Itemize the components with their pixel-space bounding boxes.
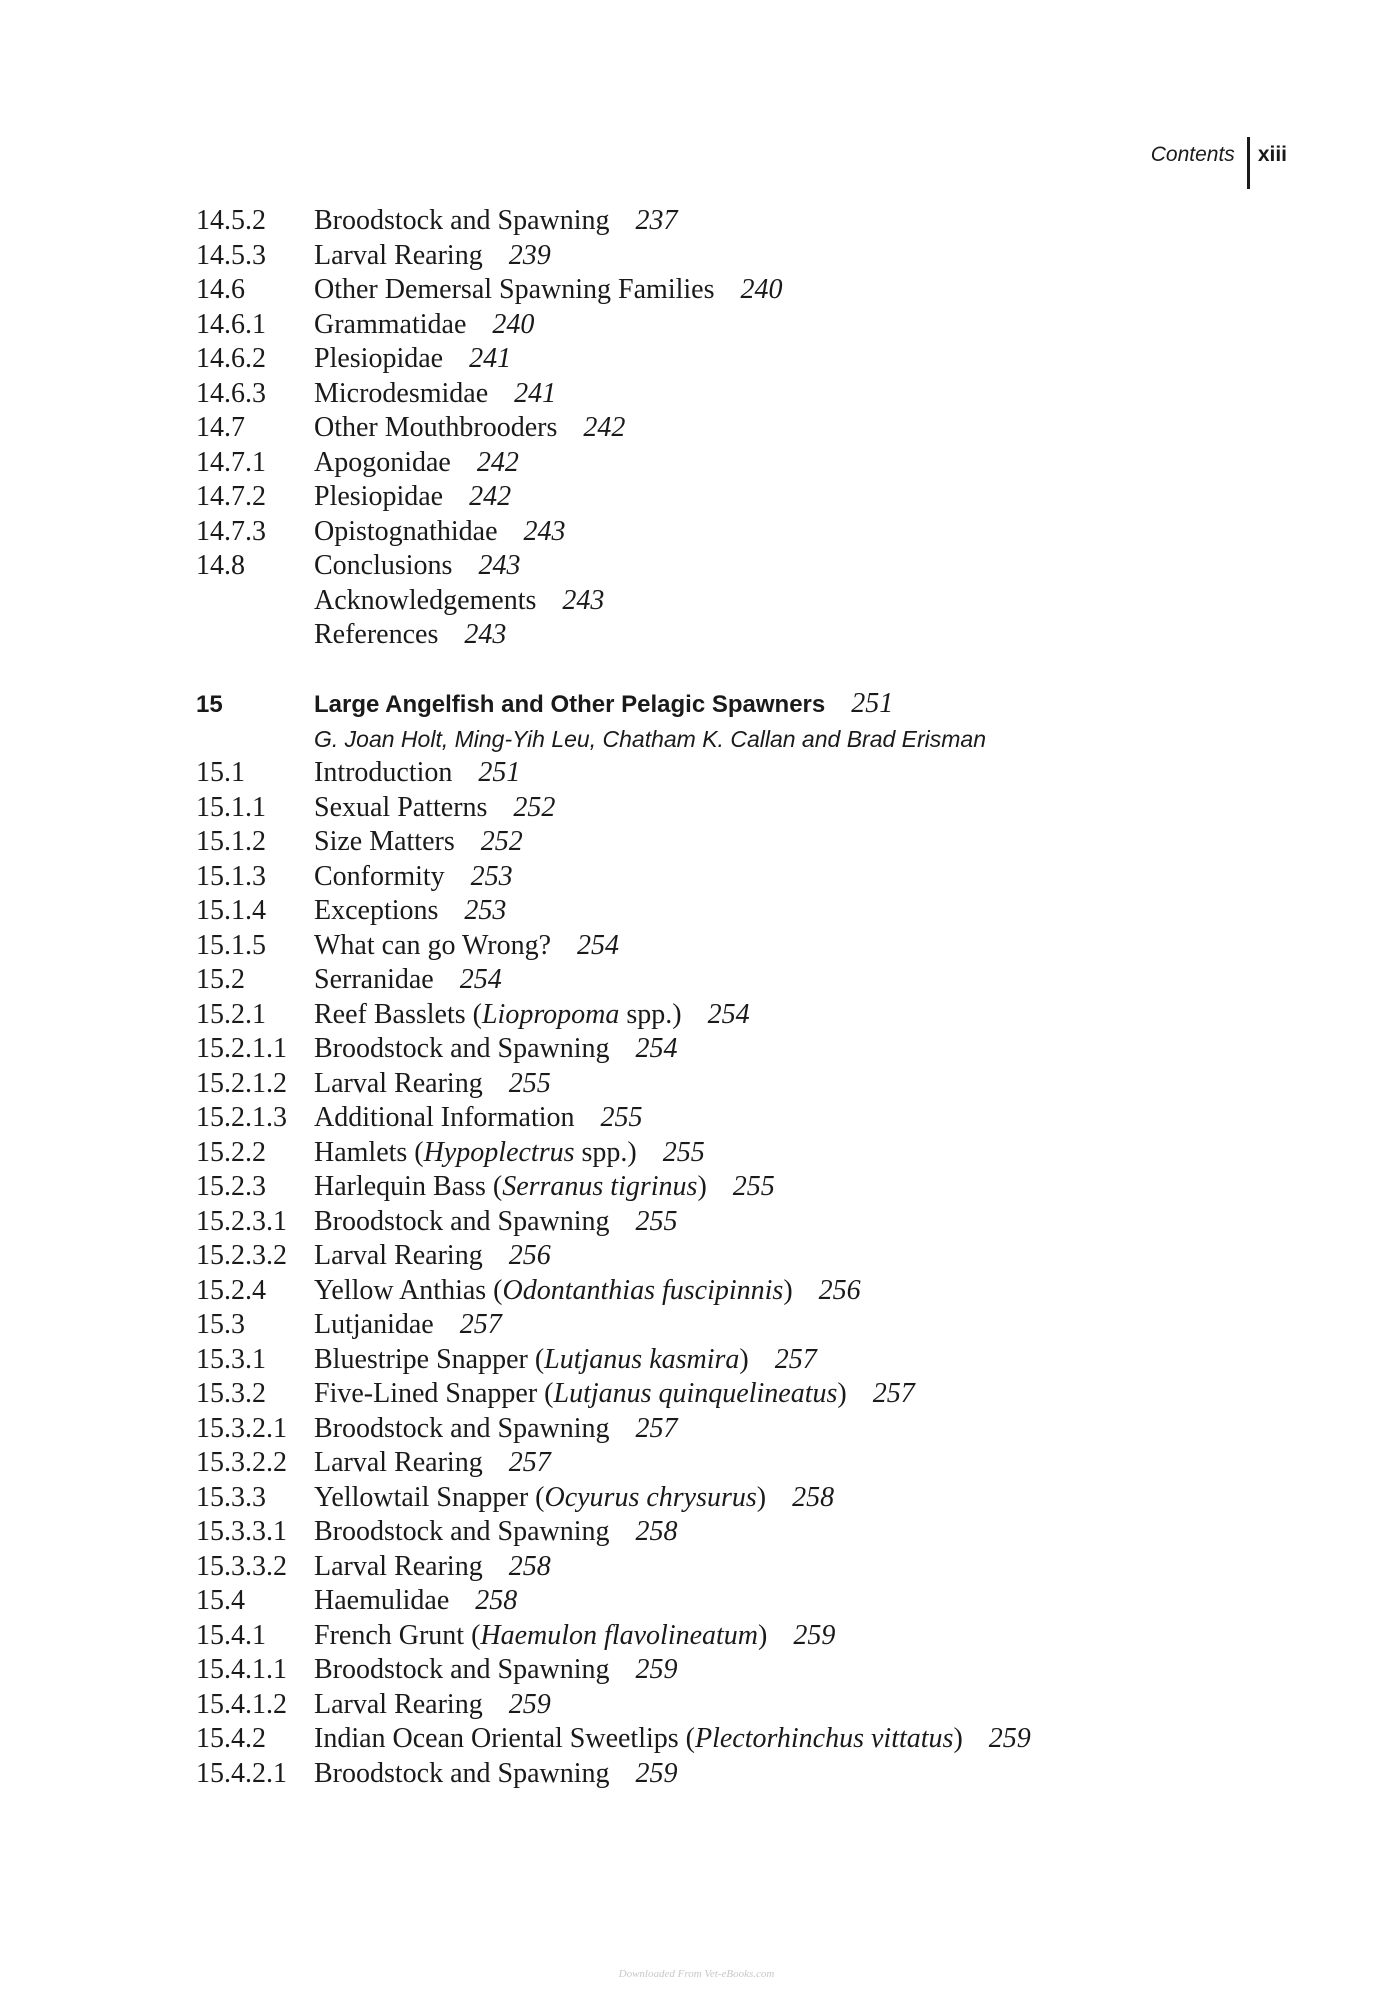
entry-page: 258	[792, 1481, 835, 1513]
entry-title-text: Larval Rearing	[314, 1067, 483, 1099]
entry-page: 243	[478, 550, 521, 581]
watermark-footer: Downloaded From Vet-eBooks.com	[618, 1968, 775, 1980]
toc-entry[interactable]	[196, 860, 1196, 895]
entry-title-text: spp.)	[574, 1136, 637, 1168]
toc-entry[interactable]	[196, 549, 1196, 584]
toc-entry[interactable]	[196, 1688, 1196, 1723]
toc-section-14-entries	[196, 204, 1196, 653]
entry-title-italic: Lutjanus kasmira	[544, 1343, 740, 1375]
entry-title-text: Opistognathidae	[314, 515, 498, 547]
entry-number: 14.6.3	[196, 377, 266, 409]
entry-title	[314, 1343, 817, 1378]
entry-title-text: )	[837, 1378, 847, 1409]
toc-entry[interactable]	[196, 618, 1196, 653]
entry-page: 259	[988, 1723, 1031, 1754]
toc-entry[interactable]	[196, 1274, 1196, 1309]
toc-entry[interactable]	[196, 1101, 1196, 1136]
entry-title	[314, 515, 566, 550]
entry-number: 15.2.1	[196, 998, 266, 1030]
entry-title-text: Broodstock and Spawning	[314, 1205, 610, 1237]
page-number: xiii	[1257, 143, 1287, 166]
entry-number: 14.7.3	[196, 515, 266, 547]
entry-page: 243	[523, 515, 566, 547]
entry-page: 253	[464, 895, 507, 926]
entry-number: 15.4.1.2	[196, 1688, 287, 1720]
entry-number: 14.6.1	[196, 308, 266, 340]
chapter-number: 15	[196, 691, 223, 718]
toc-entry[interactable]	[196, 584, 1196, 619]
toc-entry[interactable]	[196, 1032, 1196, 1067]
toc-entry[interactable]	[196, 929, 1196, 964]
toc-entry[interactable]	[196, 308, 1196, 343]
entry-number: 15.1.1	[196, 791, 266, 823]
entry-title-text: Other Demersal Spawning Families	[314, 274, 715, 305]
entry-title-text: Larval Rearing	[314, 1240, 483, 1271]
chapter-authors: G. Joan Holt, Ming-Yih Leu, Chatham K. Callan and Brad Erisman	[314, 725, 987, 752]
entry-number: 14.5.2	[196, 205, 266, 236]
entry-number: 14.6.2	[196, 343, 266, 374]
entry-title	[314, 204, 678, 239]
entry-page: 254	[707, 998, 750, 1030]
entry-number: 15.3.2	[196, 1378, 266, 1409]
entry-title-text: Broodstock and Spawning	[314, 1654, 610, 1685]
table-of-contents	[196, 204, 1196, 1791]
entry-title-text: Haemulidae	[314, 1585, 450, 1616]
entry-title	[314, 549, 520, 584]
toc-entry[interactable]	[196, 1653, 1196, 1688]
entry-title	[314, 894, 506, 929]
entry-number: 15.3.2.1	[196, 1412, 287, 1444]
entry-title	[314, 825, 523, 860]
entry-page: 253	[470, 860, 513, 892]
entry-title-text: Serranidae	[314, 964, 434, 995]
entry-title-text: Sexual Patterns	[314, 791, 488, 823]
entry-page: 259	[793, 1619, 836, 1651]
entry-title-text: References	[314, 619, 439, 650]
entry-page: 241	[469, 343, 512, 374]
entry-page: 256	[508, 1240, 551, 1271]
toc-entry[interactable]	[196, 204, 1196, 239]
running-head-label: Contents	[1150, 143, 1235, 166]
entry-title-text: Broodstock and Spawning	[314, 1757, 610, 1789]
entry-title-italic: Hypoplectrus	[423, 1136, 575, 1168]
entry-title-text: Bluestripe Snapper (	[314, 1343, 545, 1375]
entry-title-text: Yellow Anthias (	[314, 1274, 503, 1306]
entry-number: 15.3	[196, 1309, 245, 1340]
entry-title-text: Reef Basslets (	[314, 998, 482, 1030]
entry-title-text: )	[697, 1171, 707, 1202]
entry-title-text: )	[953, 1723, 963, 1754]
entry-title-text: Microdesmidae	[314, 377, 489, 409]
running-head	[1151, 137, 1287, 189]
entry-title	[314, 1308, 502, 1343]
entry-title-text: Acknowledgements	[314, 584, 537, 616]
entry-page: 242	[476, 446, 519, 478]
toc-entry[interactable]	[196, 377, 1196, 412]
entry-title	[314, 791, 555, 826]
entry-title	[314, 239, 551, 274]
entry-number: 14.5.3	[196, 239, 266, 271]
entry-page: 258	[508, 1550, 551, 1582]
entry-title	[314, 1722, 1031, 1757]
entry-page: 252	[480, 826, 523, 857]
entry-title-italic: Odontanthias fuscipinnis	[502, 1274, 784, 1306]
entry-title-text: Exceptions	[314, 895, 439, 926]
entry-number: 14.7	[196, 412, 245, 443]
section-gap	[196, 653, 1196, 688]
entry-title	[314, 377, 556, 412]
entry-title	[314, 1688, 551, 1723]
entry-page: 257	[508, 1447, 551, 1478]
entry-number: 15.3.2.2	[196, 1447, 287, 1478]
entry-title	[314, 963, 502, 998]
entry-number: 15.1	[196, 757, 245, 788]
entry-title	[314, 1067, 551, 1102]
entry-title-italic: Liopropoma	[481, 998, 620, 1030]
toc-entry[interactable]	[196, 239, 1196, 274]
toc-entry[interactable]	[196, 480, 1196, 515]
entry-title-text: Larval Rearing	[314, 239, 483, 271]
entry-number: 15.2.1.2	[196, 1067, 287, 1099]
entry-title	[314, 411, 625, 446]
entry-title-italic: Serranus tigrinus	[502, 1171, 698, 1202]
toc-entry[interactable]	[196, 1343, 1196, 1378]
entry-title	[314, 1412, 678, 1447]
toc-entry[interactable]	[196, 273, 1196, 308]
entry-page: 254	[577, 929, 620, 961]
toc-entry[interactable]	[196, 1170, 1196, 1205]
entry-title-text: Plesiopidae	[314, 481, 444, 512]
chapter-page: 251	[851, 688, 894, 719]
entry-number: 15.2.3.1	[196, 1205, 287, 1237]
entry-page: 259	[635, 1654, 678, 1685]
toc-entry[interactable]	[196, 1136, 1196, 1171]
toc-entry[interactable]	[196, 446, 1196, 481]
entry-title-text: )	[739, 1343, 749, 1375]
entry-title-text: Larval Rearing	[314, 1550, 483, 1582]
toc-entry[interactable]	[196, 1619, 1196, 1654]
entry-number: 15.3.1	[196, 1343, 266, 1375]
entry-number: 15.2.1.1	[196, 1033, 287, 1064]
entry-number: 15.2.3.2	[196, 1240, 287, 1271]
entry-title-text: Harlequin Bass (	[314, 1171, 503, 1202]
entry-page: 252	[513, 791, 556, 823]
entry-title	[314, 1136, 705, 1171]
entry-number: 14.6	[196, 274, 245, 305]
toc-entry[interactable]	[196, 342, 1196, 377]
toc-entry[interactable]	[196, 894, 1196, 929]
entry-title	[314, 1515, 678, 1550]
toc-entry[interactable]	[196, 1205, 1196, 1240]
entry-number: 15.2.4	[196, 1274, 266, 1306]
chapter-heading[interactable]	[196, 687, 1196, 722]
entry-title	[314, 998, 750, 1033]
entry-title-text: Indian Ocean Oriental Sweetlips (	[314, 1723, 695, 1754]
entry-title	[314, 584, 604, 619]
entry-page: 257	[774, 1343, 817, 1375]
entry-number: 15.4.2	[196, 1723, 266, 1754]
entry-title-text: Yellowtail Snapper (	[314, 1481, 545, 1513]
entry-title-text: Five-Lined Snapper (	[314, 1378, 554, 1409]
entry-title-text: What can go Wrong?	[314, 929, 552, 961]
toc-entry[interactable]	[196, 963, 1196, 998]
toc-entry[interactable]	[196, 1446, 1196, 1481]
entry-title-text: )	[756, 1481, 767, 1513]
entry-title-text: )	[783, 1274, 793, 1306]
entry-title-text: Conclusions	[314, 550, 453, 581]
entry-page: 243	[562, 584, 605, 616]
entry-page: 243	[464, 619, 507, 650]
entry-title-italic: Lutjanus quinquelineatus	[553, 1378, 838, 1409]
entry-title	[314, 1481, 834, 1516]
toc-entry[interactable]	[196, 1515, 1196, 1550]
toc-entry[interactable]	[196, 515, 1196, 550]
entry-page: 257	[872, 1378, 915, 1409]
entry-title	[314, 1205, 678, 1240]
entry-title-text: Size Matters	[314, 826, 455, 857]
entry-number: 15.4.2.1	[196, 1757, 287, 1789]
entry-title-text: French Grunt (	[314, 1619, 481, 1651]
entry-title-italic: Haemulon flavolineatum	[480, 1619, 759, 1651]
entry-title-text: Broodstock and Spawning	[314, 205, 610, 236]
toc-entry[interactable]	[196, 1412, 1196, 1447]
entry-number: 15.3.3	[196, 1481, 266, 1513]
entry-number: 15.4.1	[196, 1619, 266, 1651]
entry-title	[314, 1446, 551, 1481]
entry-number: 15.4.1.1	[196, 1654, 287, 1685]
toc-entry[interactable]	[196, 791, 1196, 826]
entry-title	[314, 1274, 861, 1309]
entry-number: 15.3.3.1	[196, 1516, 287, 1547]
entry-page: 242	[583, 412, 626, 443]
entry-title	[314, 1377, 915, 1412]
toc-entry[interactable]	[196, 1584, 1196, 1619]
entry-page: 240	[492, 308, 535, 340]
entry-title-text: Larval Rearing	[314, 1447, 483, 1478]
entry-title	[314, 1653, 678, 1688]
chapter-title: Large Angelfish and Other Pelagic Spawners	[314, 691, 826, 718]
entry-title	[314, 860, 513, 895]
entry-title	[314, 618, 506, 653]
toc-entry[interactable]	[196, 411, 1196, 446]
entry-title-text: Hamlets (	[314, 1136, 424, 1168]
entry-title-text: Broodstock and Spawning	[314, 1033, 610, 1064]
entry-title-italic: Ocyurus chrysurus	[544, 1481, 757, 1513]
toc-entry[interactable]	[196, 1550, 1196, 1585]
toc-entry[interactable]	[196, 756, 1196, 791]
entry-title-text: Conformity	[314, 860, 445, 892]
entry-page: 251	[478, 757, 521, 788]
toc-entry[interactable]	[196, 1377, 1196, 1412]
entry-title	[314, 480, 511, 515]
entry-number: 15.1.5	[196, 929, 266, 961]
entry-title-text: Broodstock and Spawning	[314, 1516, 610, 1547]
entry-page: 254	[459, 964, 502, 995]
entry-title	[314, 1550, 551, 1585]
toc-entry[interactable]	[196, 825, 1196, 860]
entry-title	[314, 446, 519, 481]
entry-number: 15.2.2	[196, 1136, 266, 1168]
entry-page: 259	[508, 1688, 551, 1720]
entry-page: 240	[740, 274, 783, 305]
entry-page: 258	[475, 1585, 518, 1616]
entry-number: 15.1.4	[196, 895, 266, 926]
entry-number: 14.8	[196, 550, 245, 581]
toc-entry[interactable]	[196, 1722, 1196, 1757]
entry-title	[314, 1170, 775, 1205]
entry-page: 257	[635, 1412, 678, 1444]
entry-number: 15.2.1.3	[196, 1102, 287, 1133]
entry-title	[314, 1032, 678, 1067]
entry-title	[314, 1239, 551, 1274]
entry-title	[314, 1584, 517, 1619]
toc-entry[interactable]	[196, 1067, 1196, 1102]
entry-page: 255	[508, 1067, 551, 1099]
entry-page: 259	[635, 1757, 678, 1789]
entry-title-text: Additional Information	[314, 1102, 575, 1133]
entry-title-text: Grammatidae	[314, 308, 467, 340]
toc-entry[interactable]	[196, 1239, 1196, 1274]
entry-title	[314, 342, 511, 377]
entry-title-text: Other Mouthbrooders	[314, 412, 558, 443]
entry-page: 258	[635, 1516, 678, 1547]
entry-title	[314, 1757, 678, 1792]
entry-page: 256	[818, 1274, 861, 1306]
entry-title	[314, 273, 782, 308]
toc-entry[interactable]	[196, 1308, 1196, 1343]
chapter-authors-row	[196, 722, 1196, 757]
entry-title	[314, 1619, 835, 1654]
entry-title-text: Apogonidae	[314, 446, 451, 478]
entry-page: 255	[732, 1171, 775, 1202]
entry-page: 239	[508, 239, 551, 271]
entry-page: 242	[469, 481, 512, 512]
entry-page: 237	[635, 205, 678, 236]
entry-title	[314, 756, 520, 791]
entry-title	[314, 929, 619, 964]
entry-number: 15.1.3	[196, 860, 266, 892]
entry-page: 255	[635, 1205, 678, 1237]
toc-entry[interactable]	[196, 1757, 1196, 1792]
entry-title-text: Lutjanidae	[314, 1309, 434, 1340]
entry-title	[314, 1101, 643, 1136]
toc-section-15-entries	[196, 756, 1196, 1791]
entry-page: 257	[459, 1309, 502, 1340]
entry-number: 14.7.2	[196, 481, 266, 512]
entry-title-text: Larval Rearing	[314, 1688, 483, 1720]
entry-number: 15.4	[196, 1585, 245, 1616]
toc-entry[interactable]	[196, 998, 1196, 1033]
entry-title-text: Plesiopidae	[314, 343, 444, 374]
entry-number: 15.1.2	[196, 826, 266, 857]
entry-title	[314, 308, 534, 343]
entry-number: 15.2.3	[196, 1171, 266, 1202]
entry-title-text: Introduction	[314, 757, 453, 788]
entry-number: 14.7.1	[196, 446, 266, 478]
entry-number: 15.2	[196, 964, 245, 995]
entry-title-text: Broodstock and Spawning	[314, 1412, 610, 1444]
entry-title-text: )	[758, 1619, 768, 1651]
entry-page: 254	[635, 1033, 678, 1064]
entry-title-text: spp.)	[619, 998, 682, 1030]
entry-page: 255	[662, 1136, 705, 1168]
entry-page: 255	[600, 1102, 643, 1133]
toc-entry[interactable]	[196, 1481, 1196, 1516]
entry-number: 15.3.3.2	[196, 1550, 287, 1582]
entry-page: 241	[514, 377, 557, 409]
entry-title-italic: Plectorhinchus vittatus	[694, 1723, 954, 1754]
